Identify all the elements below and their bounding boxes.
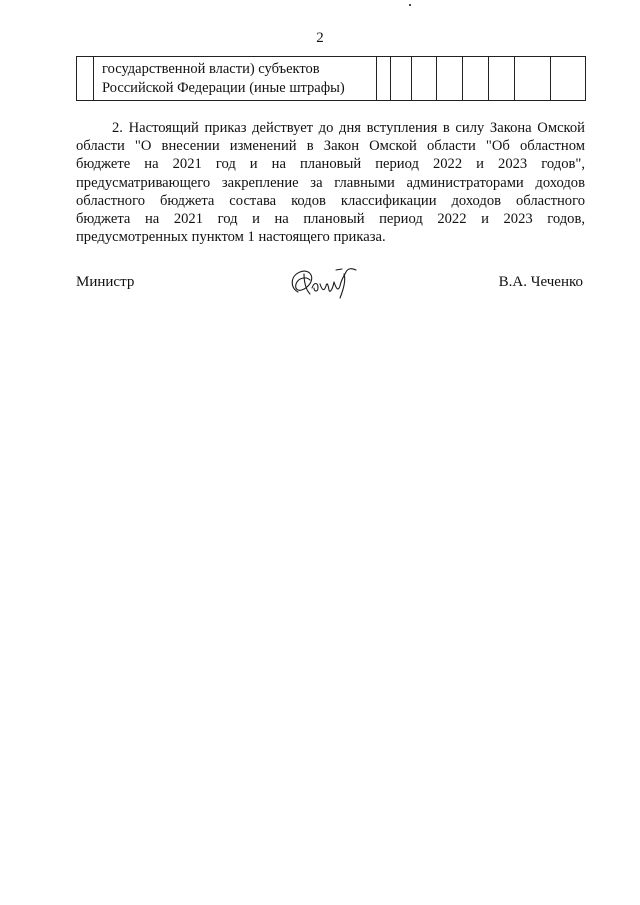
signatory-role: Министр <box>76 274 135 290</box>
paragraph-line: бюджете на 2021 год и на плановый период 2022 и 2023 годов", <box>76 156 585 173</box>
paragraph-line: 2. Настоящий приказ действует до дня вступления в силу Закона Омской <box>112 120 585 136</box>
table-cell-name <box>94 57 377 101</box>
paragraph-line: области "О внесении изменений в Закон Омской области "Об областном <box>76 138 585 155</box>
table-cell <box>412 57 437 101</box>
table-cell <box>377 57 391 101</box>
signatory-name: В.А. Чеченко <box>498 274 583 290</box>
clause-2-paragraph <box>76 119 585 246</box>
table-cell <box>551 57 586 101</box>
paragraph-line: предусмотренных пунктом 1 настоящего приказа. <box>76 229 386 246</box>
table-cell <box>437 57 463 101</box>
scan-dot <box>409 4 411 6</box>
handwritten-signature <box>284 262 364 302</box>
continued-table <box>76 56 586 101</box>
table-cell <box>489 57 515 101</box>
table-cell <box>391 57 412 101</box>
table-cell <box>515 57 551 101</box>
table-cell-text-line: государственной власти) субъектов <box>102 61 320 77</box>
table-cell <box>463 57 489 101</box>
page-number: 2 <box>316 30 324 46</box>
table-cell-text-line: Российской Федерации (иные штрафы) <box>102 80 345 96</box>
paragraph-line: предусматривающего закрепление за главными администраторами доходов <box>76 174 585 191</box>
paragraph-line: бюджета на 2021 год и на плановый период 2022 и 2023 годов, <box>76 211 585 228</box>
table-cell <box>77 57 94 101</box>
paragraph-line: областного бюджета состава кодов классификации доходов областного <box>76 192 585 209</box>
